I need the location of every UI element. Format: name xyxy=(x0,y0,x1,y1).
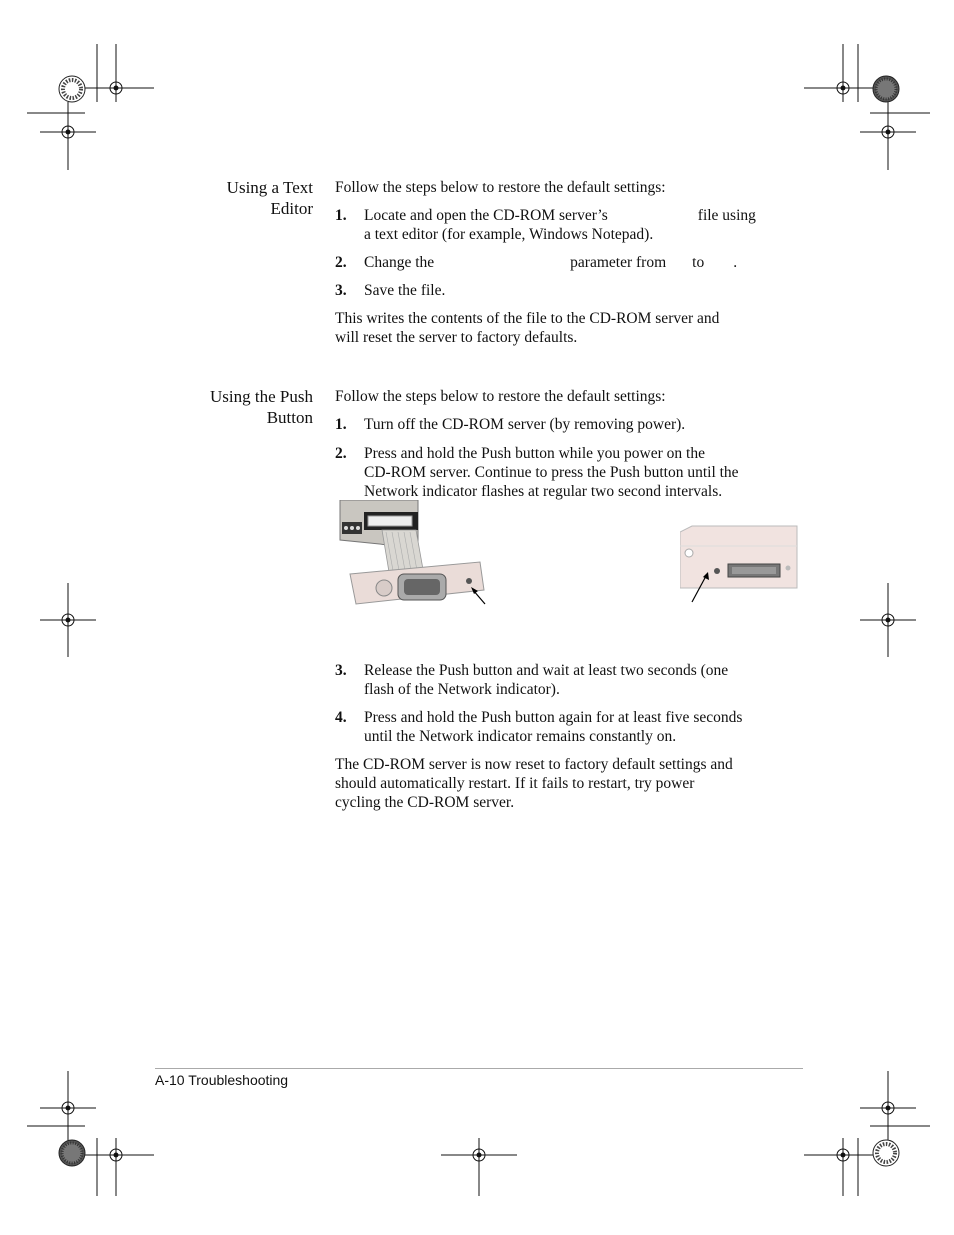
step-text: Turn off the CD-ROM server (by removing power). xyxy=(364,416,686,433)
step-number: 4. xyxy=(335,709,347,726)
section-heading-text-editor xyxy=(113,177,313,219)
heading-line-2: Editor xyxy=(270,199,313,218)
step-line-2: a text editor (for example, Windows Notepad). xyxy=(364,226,654,243)
footer-rule xyxy=(155,1068,803,1069)
server-panel-illustration xyxy=(680,524,798,606)
step-number: 1. xyxy=(335,416,347,433)
step-line xyxy=(364,206,804,225)
push-button-bracket-illustration xyxy=(338,500,490,608)
page-footer: A-10 Troubleshooting xyxy=(155,1072,289,1088)
step-line: Network indicator flashes at regular two second intervals. xyxy=(364,483,723,500)
outro-line-2: will reset the server to factory defaults. xyxy=(335,329,578,346)
step-number: 2. xyxy=(335,254,347,271)
step-line: flash of the Network indicator). xyxy=(364,681,560,698)
step-line: Press and hold the Push button while you power on the xyxy=(364,445,705,462)
section2-intro: Follow the steps below to restore the default settings: xyxy=(335,388,666,405)
step-line: CD-ROM server. Continue to press the Push button until the xyxy=(364,464,739,481)
step-text: parameter from xyxy=(570,254,667,271)
step-text: . xyxy=(733,254,738,271)
step-text: Change the xyxy=(364,254,435,271)
step-line: until the Network indicator remains constantly on. xyxy=(364,728,677,745)
section2-outro xyxy=(335,755,805,812)
step-number: 3. xyxy=(335,662,347,679)
outro-line-3: cycling the CD-ROM server. xyxy=(335,794,515,811)
heading-line-1: Using the Push xyxy=(210,387,313,406)
section1-intro: Follow the steps below to restore the default settings: xyxy=(335,179,666,196)
step-line: Release the Push button and wait at least two seconds (one xyxy=(364,662,729,679)
step-text: Save the file. xyxy=(364,282,446,299)
outro-line-2: should automatically restart. If it fails to restart, try power xyxy=(335,775,695,792)
step-number: 1. xyxy=(335,207,347,224)
heading-line-2: Button xyxy=(266,408,313,427)
step-text: Locate and open the CD-ROM server’s xyxy=(364,207,608,224)
heading-line-1: Using a Text xyxy=(226,178,313,197)
outro-line-1: The CD-ROM server is now reset to factory default settings and xyxy=(335,756,733,773)
step-number: 3. xyxy=(335,282,347,299)
section1-outro xyxy=(335,309,805,347)
step-text: file using xyxy=(697,207,756,224)
section-heading-push-button xyxy=(113,386,313,428)
outro-line-1: This writes the contents of the file to the CD-ROM server and xyxy=(335,310,720,327)
step-number: 2. xyxy=(335,445,347,462)
step-text: to xyxy=(692,254,705,271)
step-line: Press and hold the Push button again for at least five seconds xyxy=(364,709,743,726)
